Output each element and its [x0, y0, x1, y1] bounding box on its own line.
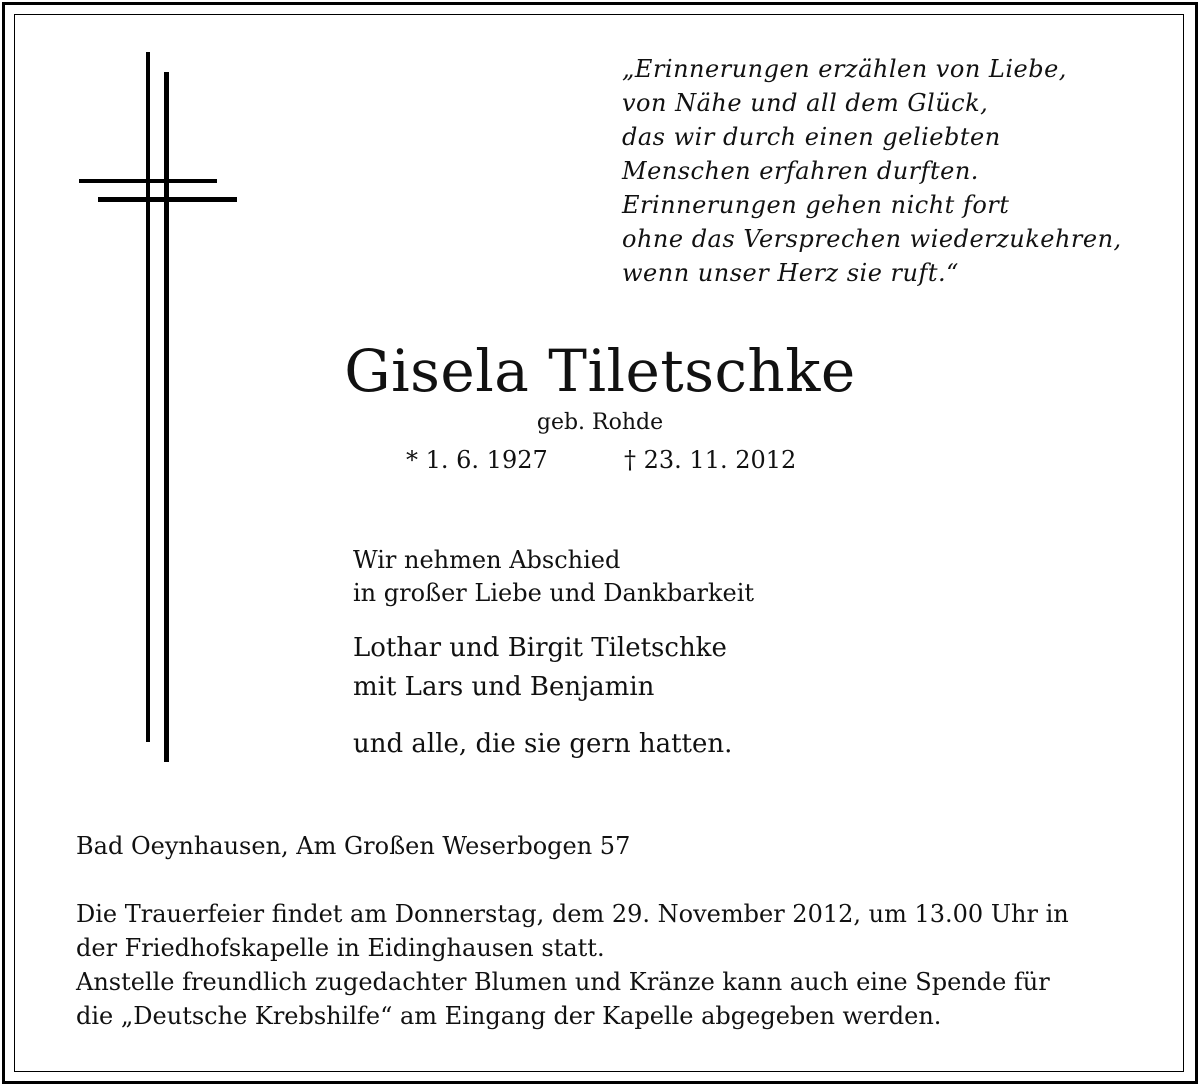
mourner-grandchildren: mit Lars und Benjamin — [353, 672, 655, 702]
info-line: Die Trauerfeier findet am Donnerstag, dem 29. November 2012, um 13.00 Uhr in — [76, 900, 1069, 928]
quote-line: ohne das Versprechen wiederzukehren, — [622, 225, 1122, 253]
quote-line: das wir durch einen geliebten — [622, 123, 1001, 151]
quote-line: wenn unser Herz sie ruft.“ — [622, 259, 959, 287]
info-line: die „Deutsche Krebshilfe“ am Eingang der Kapelle abgegeben werden. — [76, 1002, 942, 1030]
info-line: Anstelle freundlich zugedachter Blumen und Kränze kann auch eine Spende für — [76, 968, 1050, 996]
quote-line: „Erinnerungen erzählen von Liebe, — [622, 55, 1067, 83]
info-line: der Friedhofskapelle in Eidinghausen statt. — [76, 934, 605, 962]
farewell-line: Wir nehmen Abschied — [353, 546, 621, 574]
maiden-name: geb. Rohde — [536, 410, 664, 435]
quote-line: von Nähe und all dem Glück, — [622, 89, 989, 117]
mourner-others: und alle, die sie gern hatten. — [353, 729, 733, 759]
birth-date: * 1. 6. 1927 — [406, 446, 548, 474]
deceased-name: Gisela Tiletschke — [344, 337, 856, 405]
cross-horizontal-bar-back — [79, 179, 217, 183]
family-address: Bad Oeynhausen, Am Großen Weserbogen 57 — [76, 832, 631, 860]
quote-line: Menschen erfahren durften. — [622, 157, 979, 185]
cross-horizontal-bar-front — [98, 197, 237, 202]
memorial-quote — [622, 52, 1142, 290]
farewell-text — [353, 544, 754, 610]
quote-line: Erinnerungen gehen nicht fort — [622, 191, 1010, 219]
funeral-information — [76, 897, 1069, 1033]
death-date: † 23. 11. 2012 — [624, 446, 797, 474]
farewell-line: in großer Liebe und Dankbarkeit — [353, 579, 755, 607]
mourner-names: Lothar und Birgit Tiletschke — [353, 633, 727, 663]
